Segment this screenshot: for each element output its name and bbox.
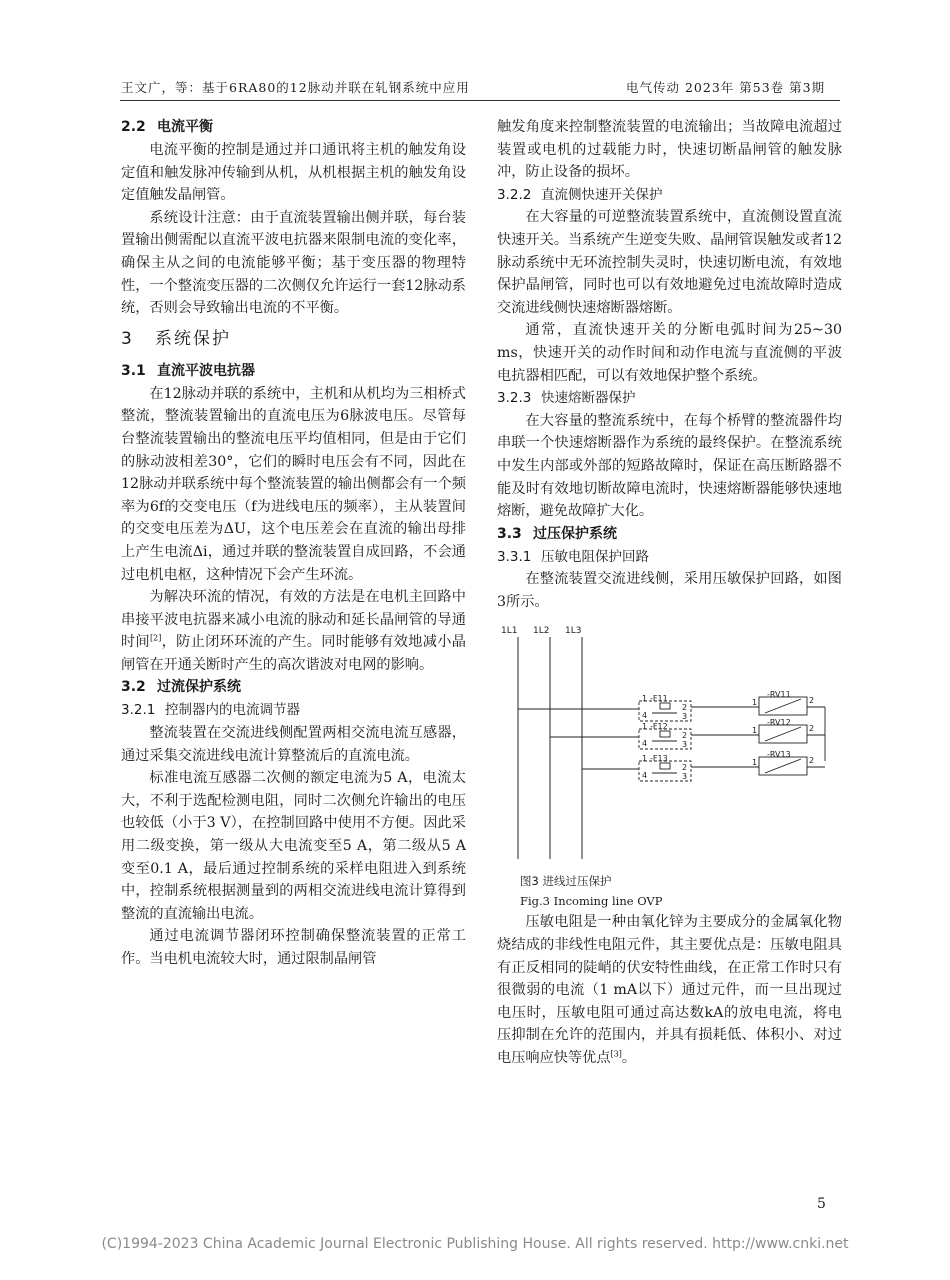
svg-text:1: 1 xyxy=(642,722,648,732)
svg-text:4: 4 xyxy=(642,771,648,781)
svg-text:3: 3 xyxy=(682,712,688,722)
svg-text:3: 3 xyxy=(682,740,688,750)
paragraph: 在整流装置交流进线侧，采用压敏保护回路，如图3所示。 xyxy=(497,571,842,610)
page-number: 5 xyxy=(817,1196,826,1212)
figure-3-circuit-diagram xyxy=(497,621,842,871)
fuse-symbol xyxy=(660,703,670,709)
line-label-1L2: 1L2 xyxy=(533,626,550,637)
varistor-symbol xyxy=(765,699,801,713)
ovp-schematic xyxy=(497,621,842,871)
line-label-1L1: 1L1 xyxy=(501,626,518,637)
citation: [3] xyxy=(610,1049,622,1059)
varistor-label-RV13: -RV13 xyxy=(767,750,791,760)
paragraph: 压敏电阻是一种由氧化锌为主要成分的金属氧化物烧结成的非线性电阻元件，其主要优点是：压敏电阻具有正反相同的陡峭的伏安特性曲线，在正常工作时只有很微弱的电流（1 mA以下）通过元件，而一旦出现过电压时，压敏电阻可通过高达数kA的放电电流，将电压抑制在允许的范围内，并具有损耗低、体积小、对过电压响应快等优点[3]。 xyxy=(497,914,842,1067)
copyright-footer: (C)1994-2023 China Academic Journal Electronic Publishing House. All rights reserved. http://www.cnki.net xyxy=(101,1236,849,1252)
paragraph: 通过电流调节器闭环控制确保整流装置的正常工作。当电机电流较大时，通过限制晶闸管 xyxy=(121,928,466,967)
paragraph: 整流装置在交流进线侧配置两相交流电流互感器，通过采集交流进线电流计算整流后的直流电流。 xyxy=(121,725,466,764)
section-heading-3-3-1: 3.3.1 压敏电阻保护回路 xyxy=(497,548,649,565)
left-column xyxy=(121,116,466,971)
svg-text:3: 3 xyxy=(682,772,688,782)
paragraph: 在12脉动并联的系统中，主机和从机均为三相桥式整流，整流装置输出的直流电压为6脉波电压。尽管每台整流装置输出的整流电压平均值相同，但是由于它们的脉动波相差30°，它们的瞬时电压会有不同，因此在12脉动并联系统中每个整流装置的输出侧都会有一个频率为6f的交变电压（f为进线电压的频率），主从装置间的交变电压差为ΔU，这个电压差会在直流的输出母排上产生电流Δi，通过并联的整流装置自成回路，不会通过电机电枢，这种情况下会产生环流。 xyxy=(121,385,466,583)
section-heading-3: 3 系统保护 xyxy=(121,328,231,349)
paragraph: 通常，直流快速开关的分断电弧时间为25~30 ms，快速开关的动作时间和动作电流与直流侧的平波电抗器相匹配，可以有效地保护整个系统。 xyxy=(497,322,842,384)
protection-row-2 xyxy=(550,725,825,749)
svg-text:1: 1 xyxy=(752,698,758,708)
svg-text:4: 4 xyxy=(642,739,648,749)
header-rule xyxy=(120,100,840,101)
protection-row-3 xyxy=(582,757,825,781)
varistor-label-RV12: -RV12 xyxy=(767,718,791,728)
right-column xyxy=(497,116,842,1070)
svg-text:2: 2 xyxy=(809,724,815,734)
section-heading-3-3: 3.3 过压保护系统 xyxy=(497,525,617,542)
varistor-symbol xyxy=(765,727,801,741)
svg-text:1: 1 xyxy=(752,726,758,736)
section-heading-3-2: 3.2 过流保护系统 xyxy=(121,679,241,696)
svg-text:1: 1 xyxy=(642,754,648,764)
svg-text:2: 2 xyxy=(809,756,815,766)
section-heading-2-2: 2.2 电流平衡 xyxy=(121,119,213,135)
svg-text:2: 2 xyxy=(682,763,688,773)
paragraph: 在大容量的可逆整流装置系统中，直流侧设置直流快速开关。当系统产生逆变失败、晶闸管误触发或者12脉动系统中无环流控制失灵时，快速切断电流，有效地保护晶闸管，同时也可以有效地避免过电流故障时造成交流进线侧快速熔断器熔断。 xyxy=(497,209,842,316)
paragraph: 触发角度来控制整流装置的电流输出；当故障电流超过装置或电机的过载能力时，快速切断晶闸管的触发脉冲，防止设备的损坏。 xyxy=(497,119,842,181)
section-heading-3-2-1: 3.2.1 控制器内的电流调节器 xyxy=(121,702,300,719)
section-heading-3-1: 3.1 直流平波电抗器 xyxy=(121,362,255,379)
figure-caption-en: Fig.3 Incoming line OVP xyxy=(520,894,663,909)
svg-text:2: 2 xyxy=(682,703,688,713)
svg-text:1: 1 xyxy=(752,758,758,768)
paragraph: 在大容量的整流系统中，在每个桥臂的整流器件均串联一个快速熔断器作为系统的最终保护。在整流系统中发生内部或外部的短路故障时，保证在高压断路器不能及时有效地切断故障电流时，快速熔断器能够快速地熔断，避免故障扩大化。 xyxy=(497,412,842,520)
svg-text:1: 1 xyxy=(642,694,648,704)
figure-caption-zh: 图3 进线过压保护 xyxy=(520,874,612,889)
varistor-symbol xyxy=(765,759,801,773)
running-header-left: 王文广，等：基于6RA80的12脉动并联在轧钢系统中应用 xyxy=(121,80,470,95)
svg-text:2: 2 xyxy=(809,696,815,706)
fuse-label-F11: -F11 xyxy=(650,694,668,704)
paragraph: 电流平衡的控制是通过并口通讯将主机的触发角设定值和触发脉冲传输到从机，从机根据主机的触发角设定值触发晶闸管。 xyxy=(121,142,466,204)
fuse-label-F12: -F12 xyxy=(650,722,668,732)
paragraph: 标准电流互感器二次侧的额定电流为5 A，电流太大，不利于选配检测电阻，同时二次侧允许输出的电压也较低（小于3 V），在控制回路中使用不方便。因此采用二级变换，第一级从大电流变至5 A，第二级从5 A变至0.1 A，最后通过控制系统的采样电阻进入到系统中，控制系统根据测量到的两相交流进线电流计算得到整流的直流输出电流。 xyxy=(121,770,466,922)
fuse-symbol xyxy=(660,763,670,769)
citation: [2] xyxy=(150,633,162,643)
fuse-label-F13: -F13 xyxy=(650,754,668,764)
section-heading-3-2-3: 3.2.3 快速熔断器保护 xyxy=(497,390,636,407)
svg-text:4: 4 xyxy=(642,711,648,721)
running-header-right: 电气传动 2023年 第53卷 第3期 xyxy=(626,80,826,95)
paragraph: 为解决环流的情况，有效的方法是在电机主回路中串接平波电抗器来减小电流的脉动和延长晶闸管的导通时间[2]，防止闭环环流的产生。同时能够有效地减小晶闸管在开通关断时产生的高次谐波对电网的影响。 xyxy=(121,589,466,673)
paragraph: 系统设计注意：由于直流装置输出侧并联，每台装置输出侧需配以直流平波电抗器来限制电流的变化率，确保主从之间的电流能够平衡；基于变压器的物理特性，一个整流变压器的二次侧仅允许运行一套12脉动系统，否则会导致输出电流的不平衡。 xyxy=(121,209,466,317)
svg-text:2: 2 xyxy=(682,731,688,741)
fuse-symbol xyxy=(660,731,670,737)
line-label-1L3: 1L3 xyxy=(565,626,582,637)
varistor-label-RV11: -RV11 xyxy=(767,690,791,700)
section-heading-3-2-2: 3.2.2 直流侧快速开关保护 xyxy=(497,186,663,203)
